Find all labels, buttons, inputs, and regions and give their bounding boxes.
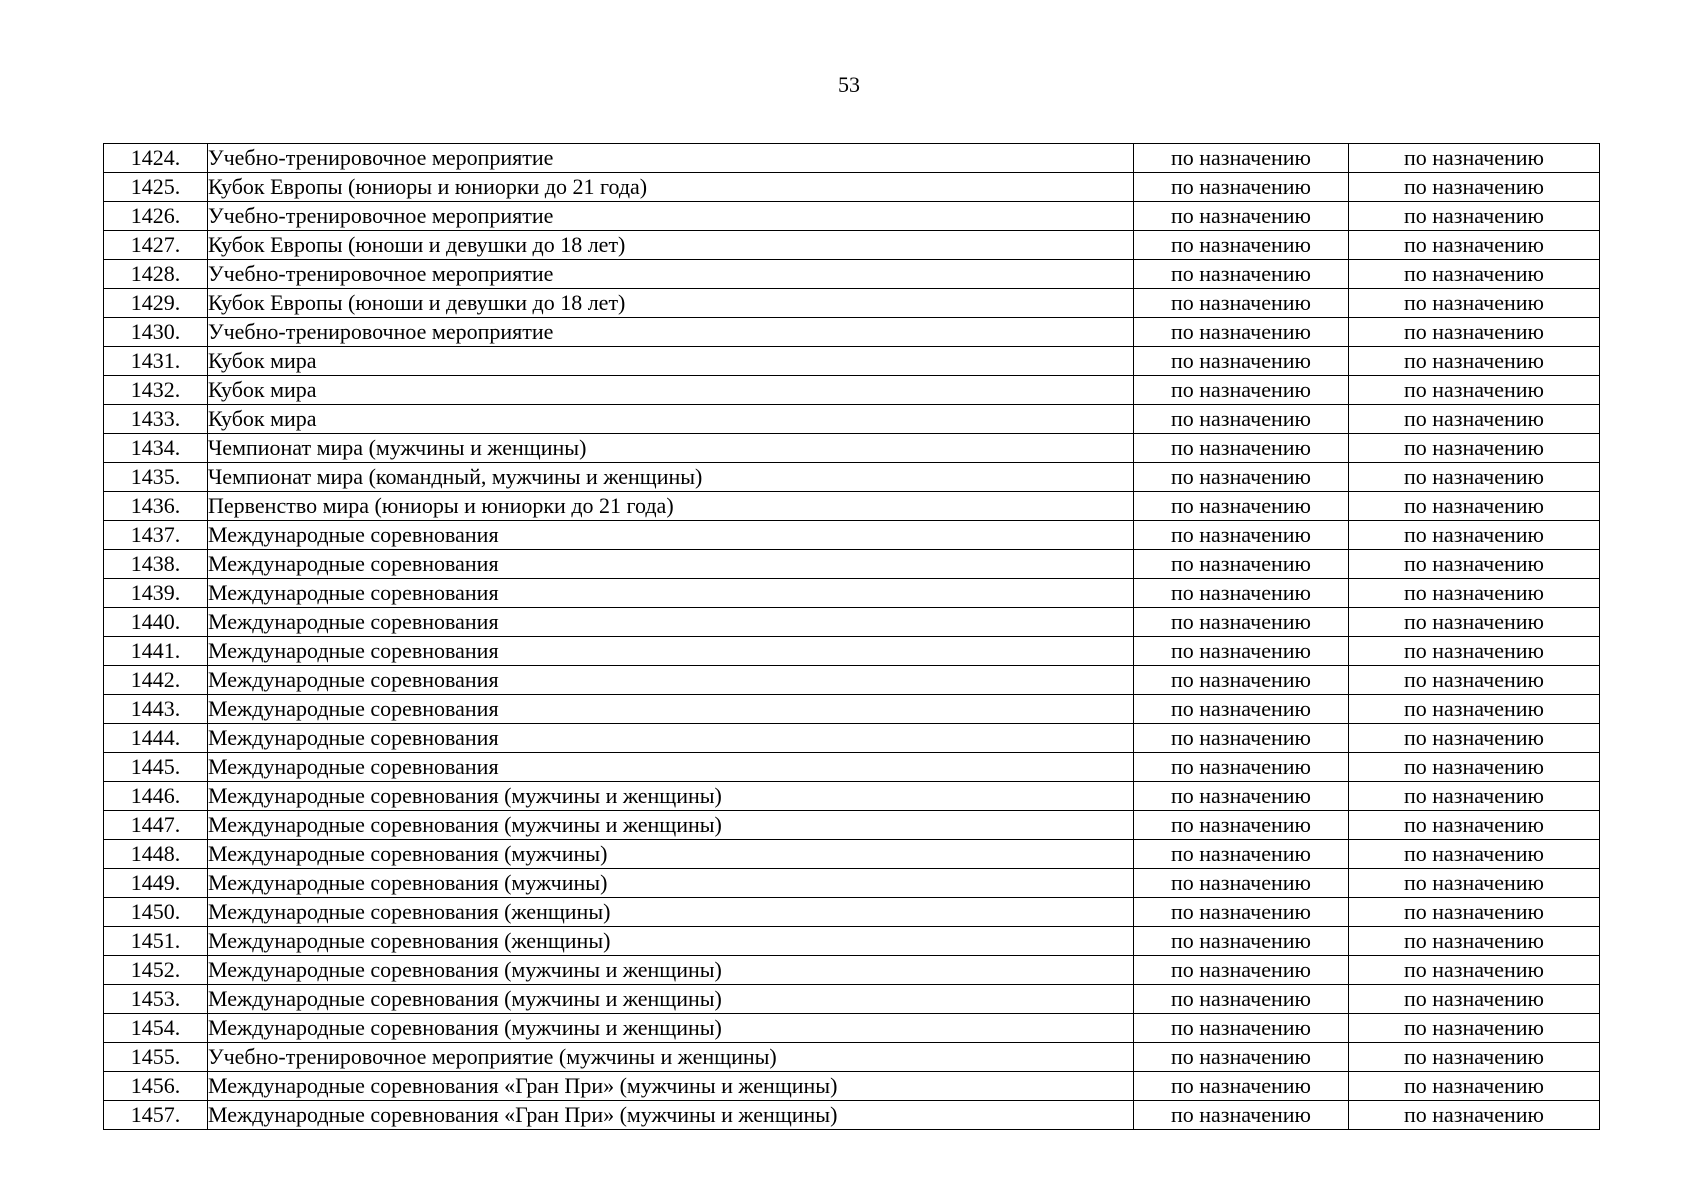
assignment-cell-b: по назначению xyxy=(1349,579,1600,608)
assignment-cell-b: по назначению xyxy=(1349,898,1600,927)
assignment-cell-b: по назначению xyxy=(1349,521,1600,550)
event-name-cell: Международные соревнования (мужчины) xyxy=(208,840,1134,869)
assignment-cell-a: по назначению xyxy=(1134,347,1349,376)
row-number-cell: 1445. xyxy=(104,753,208,782)
row-number-cell: 1448. xyxy=(104,840,208,869)
table-row xyxy=(104,173,1600,202)
assignment-cell-b: по назначению xyxy=(1349,1043,1600,1072)
event-name-cell: Чемпионат мира (мужчины и женщины) xyxy=(208,434,1134,463)
row-number-cell: 1449. xyxy=(104,869,208,898)
event-name-cell: Учебно-тренировочное мероприятие (мужчины и женщины) xyxy=(208,1043,1134,1072)
event-name-cell: Международные соревнования (женщины) xyxy=(208,898,1134,927)
event-name-cell: Международные соревнования xyxy=(208,695,1134,724)
table-row xyxy=(104,985,1600,1014)
assignment-cell-b: по назначению xyxy=(1349,202,1600,231)
event-name-cell: Учебно-тренировочное мероприятие xyxy=(208,202,1134,231)
event-name-cell: Международные соревнования xyxy=(208,579,1134,608)
event-name-cell: Первенство мира (юниоры и юниорки до 21 года) xyxy=(208,492,1134,521)
assignment-cell-a: по назначению xyxy=(1134,898,1349,927)
events-table xyxy=(103,143,1600,1130)
table-row xyxy=(104,898,1600,927)
table-row xyxy=(104,695,1600,724)
event-name-cell: Международные соревнования (мужчины) xyxy=(208,869,1134,898)
assignment-cell-a: по назначению xyxy=(1134,260,1349,289)
row-number-cell: 1457. xyxy=(104,1101,208,1130)
assignment-cell-b: по назначению xyxy=(1349,1072,1600,1101)
table-row xyxy=(104,550,1600,579)
row-number-cell: 1443. xyxy=(104,695,208,724)
table-row xyxy=(104,376,1600,405)
event-name-cell: Учебно-тренировочное мероприятие xyxy=(208,144,1134,173)
assignment-cell-a: по назначению xyxy=(1134,1072,1349,1101)
event-name-cell: Международные соревнования xyxy=(208,637,1134,666)
event-name-cell: Международные соревнования xyxy=(208,666,1134,695)
table-row xyxy=(104,521,1600,550)
event-name-cell: Международные соревнования xyxy=(208,724,1134,753)
event-name-cell: Международные соревнования «Гран При» (мужчины и женщины) xyxy=(208,1101,1134,1130)
row-number-cell: 1454. xyxy=(104,1014,208,1043)
row-number-cell: 1450. xyxy=(104,898,208,927)
assignment-cell-b: по назначению xyxy=(1349,289,1600,318)
assignment-cell-b: по назначению xyxy=(1349,753,1600,782)
assignment-cell-a: по назначению xyxy=(1134,173,1349,202)
table-row xyxy=(104,782,1600,811)
assignment-cell-a: по назначению xyxy=(1134,1101,1349,1130)
assignment-cell-a: по назначению xyxy=(1134,1014,1349,1043)
assignment-cell-a: по назначению xyxy=(1134,724,1349,753)
event-name-cell: Международные соревнования (мужчины и женщины) xyxy=(208,956,1134,985)
assignment-cell-b: по назначению xyxy=(1349,869,1600,898)
assignment-cell-b: по назначению xyxy=(1349,811,1600,840)
row-number-cell: 1456. xyxy=(104,1072,208,1101)
table-row xyxy=(104,608,1600,637)
table-row xyxy=(104,144,1600,173)
table-row xyxy=(104,666,1600,695)
assignment-cell-b: по назначению xyxy=(1349,260,1600,289)
assignment-cell-a: по назначению xyxy=(1134,376,1349,405)
table-row xyxy=(104,347,1600,376)
row-number-cell: 1428. xyxy=(104,260,208,289)
row-number-cell: 1436. xyxy=(104,492,208,521)
row-number-cell: 1437. xyxy=(104,521,208,550)
event-name-cell: Международные соревнования (женщины) xyxy=(208,927,1134,956)
assignment-cell-b: по назначению xyxy=(1349,724,1600,753)
table-row xyxy=(104,260,1600,289)
row-number-cell: 1444. xyxy=(104,724,208,753)
assignment-cell-b: по назначению xyxy=(1349,463,1600,492)
row-number-cell: 1439. xyxy=(104,579,208,608)
table-row xyxy=(104,1101,1600,1130)
assignment-cell-b: по назначению xyxy=(1349,985,1600,1014)
row-number-cell: 1451. xyxy=(104,927,208,956)
assignment-cell-a: по назначению xyxy=(1134,869,1349,898)
table-row xyxy=(104,405,1600,434)
event-name-cell: Кубок Европы (юноши и девушки до 18 лет) xyxy=(208,289,1134,318)
assignment-cell-b: по назначению xyxy=(1349,347,1600,376)
table-row xyxy=(104,231,1600,260)
row-number-cell: 1430. xyxy=(104,318,208,347)
row-number-cell: 1424. xyxy=(104,144,208,173)
event-name-cell: Международные соревнования (мужчины и женщины) xyxy=(208,985,1134,1014)
row-number-cell: 1440. xyxy=(104,608,208,637)
table-row xyxy=(104,811,1600,840)
table-row xyxy=(104,637,1600,666)
row-number-cell: 1453. xyxy=(104,985,208,1014)
assignment-cell-a: по назначению xyxy=(1134,811,1349,840)
assignment-cell-b: по назначению xyxy=(1349,492,1600,521)
event-name-cell: Кубок мира xyxy=(208,347,1134,376)
row-number-cell: 1433. xyxy=(104,405,208,434)
assignment-cell-a: по назначению xyxy=(1134,144,1349,173)
assignment-cell-b: по назначению xyxy=(1349,1101,1600,1130)
event-name-cell: Международные соревнования xyxy=(208,608,1134,637)
assignment-cell-b: по назначению xyxy=(1349,318,1600,347)
assignment-cell-b: по назначению xyxy=(1349,231,1600,260)
event-name-cell: Международные соревнования xyxy=(208,753,1134,782)
row-number-cell: 1442. xyxy=(104,666,208,695)
assignment-cell-a: по назначению xyxy=(1134,927,1349,956)
assignment-cell-a: по назначению xyxy=(1134,521,1349,550)
event-name-cell: Чемпионат мира (командный, мужчины и женщины) xyxy=(208,463,1134,492)
assignment-cell-a: по назначению xyxy=(1134,840,1349,869)
row-number-cell: 1429. xyxy=(104,289,208,318)
event-name-cell: Кубок мира xyxy=(208,405,1134,434)
row-number-cell: 1455. xyxy=(104,1043,208,1072)
assignment-cell-a: по назначению xyxy=(1134,695,1349,724)
table-row xyxy=(104,289,1600,318)
page-number: 53 xyxy=(838,72,860,97)
assignment-cell-a: по назначению xyxy=(1134,956,1349,985)
assignment-cell-a: по назначению xyxy=(1134,579,1349,608)
table-row xyxy=(104,463,1600,492)
assignment-cell-b: по назначению xyxy=(1349,434,1600,463)
table-row xyxy=(104,753,1600,782)
assignment-cell-a: по назначению xyxy=(1134,405,1349,434)
event-name-cell: Международные соревнования (мужчины и женщины) xyxy=(208,1014,1134,1043)
table-row xyxy=(104,579,1600,608)
row-number-cell: 1447. xyxy=(104,811,208,840)
assignment-cell-a: по назначению xyxy=(1134,202,1349,231)
event-name-cell: Международные соревнования (мужчины и женщины) xyxy=(208,811,1134,840)
table-row xyxy=(104,956,1600,985)
row-number-cell: 1431. xyxy=(104,347,208,376)
events-table-body xyxy=(104,144,1600,1130)
row-number-cell: 1432. xyxy=(104,376,208,405)
assignment-cell-b: по назначению xyxy=(1349,637,1600,666)
table-row xyxy=(104,1014,1600,1043)
table-row xyxy=(104,202,1600,231)
event-name-cell: Кубок Европы (юниоры и юниорки до 21 года) xyxy=(208,173,1134,202)
assignment-cell-b: по назначению xyxy=(1349,1014,1600,1043)
assignment-cell-a: по назначению xyxy=(1134,782,1349,811)
table-row xyxy=(104,840,1600,869)
event-name-cell: Международные соревнования (мужчины и женщины) xyxy=(208,782,1134,811)
assignment-cell-b: по назначению xyxy=(1349,144,1600,173)
event-name-cell: Международные соревнования «Гран При» (мужчины и женщины) xyxy=(208,1072,1134,1101)
assignment-cell-b: по назначению xyxy=(1349,927,1600,956)
table-row xyxy=(104,318,1600,347)
row-number-cell: 1438. xyxy=(104,550,208,579)
assignment-cell-b: по назначению xyxy=(1349,405,1600,434)
assignment-cell-a: по назначению xyxy=(1134,666,1349,695)
assignment-cell-a: по назначению xyxy=(1134,550,1349,579)
row-number-cell: 1434. xyxy=(104,434,208,463)
assignment-cell-a: по назначению xyxy=(1134,985,1349,1014)
assignment-cell-a: по назначению xyxy=(1134,231,1349,260)
row-number-cell: 1446. xyxy=(104,782,208,811)
event-name-cell: Кубок мира xyxy=(208,376,1134,405)
row-number-cell: 1435. xyxy=(104,463,208,492)
table-row xyxy=(104,1043,1600,1072)
assignment-cell-a: по назначению xyxy=(1134,1043,1349,1072)
event-name-cell: Кубок Европы (юноши и девушки до 18 лет) xyxy=(208,231,1134,260)
assignment-cell-b: по назначению xyxy=(1349,550,1600,579)
assignment-cell-a: по назначению xyxy=(1134,463,1349,492)
table-row xyxy=(104,492,1600,521)
assignment-cell-b: по назначению xyxy=(1349,840,1600,869)
assignment-cell-b: по назначению xyxy=(1349,782,1600,811)
table-row xyxy=(104,869,1600,898)
row-number-cell: 1452. xyxy=(104,956,208,985)
assignment-cell-a: по назначению xyxy=(1134,753,1349,782)
row-number-cell: 1425. xyxy=(104,173,208,202)
assignment-cell-b: по назначению xyxy=(1349,376,1600,405)
assignment-cell-b: по назначению xyxy=(1349,956,1600,985)
assignment-cell-a: по назначению xyxy=(1134,608,1349,637)
assignment-cell-a: по назначению xyxy=(1134,637,1349,666)
table-row xyxy=(104,927,1600,956)
row-number-cell: 1441. xyxy=(104,637,208,666)
assignment-cell-a: по назначению xyxy=(1134,434,1349,463)
row-number-cell: 1426. xyxy=(104,202,208,231)
event-name-cell: Учебно-тренировочное мероприятие xyxy=(208,260,1134,289)
assignment-cell-b: по назначению xyxy=(1349,608,1600,637)
table-row xyxy=(104,434,1600,463)
event-name-cell: Учебно-тренировочное мероприятие xyxy=(208,318,1134,347)
assignment-cell-b: по назначению xyxy=(1349,173,1600,202)
assignment-cell-b: по назначению xyxy=(1349,695,1600,724)
event-name-cell: Международные соревнования xyxy=(208,550,1134,579)
table-row xyxy=(104,1072,1600,1101)
assignment-cell-b: по назначению xyxy=(1349,666,1600,695)
assignment-cell-a: по назначению xyxy=(1134,318,1349,347)
row-number-cell: 1427. xyxy=(104,231,208,260)
assignment-cell-a: по назначению xyxy=(1134,289,1349,318)
table-row xyxy=(104,724,1600,753)
assignment-cell-a: по назначению xyxy=(1134,492,1349,521)
event-name-cell: Международные соревнования xyxy=(208,521,1134,550)
